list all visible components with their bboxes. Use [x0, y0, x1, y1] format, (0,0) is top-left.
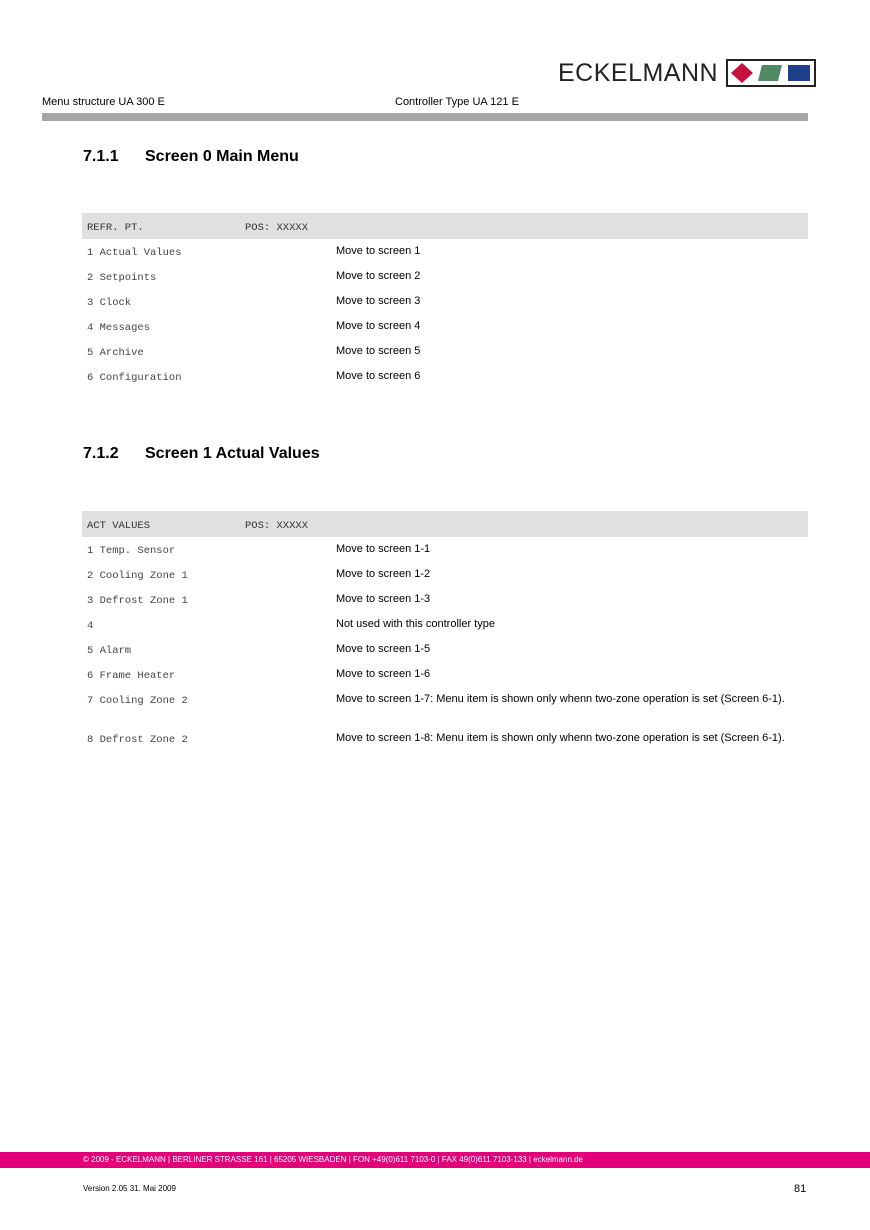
- table-row: [82, 289, 808, 314]
- menu-item-description: Move to screen 1-6: [336, 668, 431, 680]
- table-header: [82, 511, 808, 537]
- table-row: [82, 612, 808, 637]
- menu-table: [82, 511, 808, 765]
- table-header: [82, 213, 808, 239]
- menu-item-description: Move to screen 5: [336, 345, 421, 357]
- section-title: Screen 1 Actual Values: [145, 445, 320, 462]
- menu-item: 6 Configuration: [87, 372, 182, 384]
- menu-item-description: Move to screen 1: [336, 245, 421, 257]
- version-info: Version 2.05 31. Mai 2009: [83, 1184, 176, 1193]
- table-row: [82, 662, 808, 687]
- table-row: [82, 239, 808, 264]
- menu-item: 3 Clock: [87, 297, 132, 309]
- display-header-label: REFR. PT.: [87, 222, 144, 234]
- logo-squares-icon: [728, 61, 814, 85]
- menu-item: 2 Cooling Zone 1: [87, 570, 188, 582]
- table-row: [82, 587, 808, 612]
- header-document-title: Menu structure UA 300 E: [42, 96, 165, 108]
- table-row: [82, 314, 808, 339]
- menu-item-description: Move to screen 1-5: [336, 643, 431, 655]
- menu-item-description: Move to screen 1-1: [336, 543, 431, 555]
- menu-item-description: Move to screen 1-7: Menu item is shown only whenn two-zone operation is set (Screen 6-1).: [336, 693, 785, 705]
- menu-table: [82, 213, 808, 389]
- menu-item-description: Not used with this controller type: [336, 618, 495, 630]
- section-number: 7.1.2: [83, 445, 119, 462]
- company-logo: [558, 58, 816, 88]
- menu-item-description: Move to screen 3: [336, 295, 421, 307]
- section-number: 7.1.1: [83, 148, 119, 165]
- menu-item: 1 Actual Values: [87, 247, 182, 259]
- menu-item: 3 Defrost Zone 1: [87, 595, 188, 607]
- menu-item-description: Move to screen 1-2: [336, 568, 431, 580]
- table-row: [82, 687, 808, 726]
- logo-text: ECKELMANN: [558, 59, 719, 87]
- display-header-position: POS: XXXXX: [245, 222, 309, 234]
- footer-bar: [0, 1152, 870, 1168]
- table-row: [82, 562, 808, 587]
- menu-item: 7 Cooling Zone 2: [87, 695, 188, 707]
- table-row: [82, 726, 808, 765]
- table-row: [82, 339, 808, 364]
- table-row: [82, 537, 808, 562]
- menu-item: 8 Defrost Zone 2: [87, 734, 188, 746]
- menu-item-description: Move to screen 2: [336, 270, 421, 282]
- menu-item-description: Move to screen 4: [336, 320, 421, 332]
- header-divider: [42, 113, 808, 121]
- menu-item-description: Move to screen 6: [336, 370, 421, 382]
- menu-item: 4 Messages: [87, 322, 151, 334]
- display-header-position: POS: XXXXX: [245, 520, 309, 532]
- menu-item: 6 Frame Heater: [87, 670, 176, 682]
- menu-item: 5 Archive: [87, 347, 144, 359]
- section-title: Screen 0 Main Menu: [145, 148, 299, 165]
- menu-item: 1 Temp. Sensor: [87, 545, 176, 557]
- display-header-label: ACT VALUES: [87, 520, 151, 532]
- section-heading: [83, 445, 320, 463]
- menu-item: 5 Alarm: [87, 645, 132, 657]
- section-heading: [83, 148, 299, 166]
- menu-item-description: Move to screen 1-3: [336, 593, 431, 605]
- footer-contact-text: © 2009 - ECKELMANN | BERLINER STRASSE 161 | 65205 WIESBADEN | FON +49(0)611 7103-0 | FAX 49(0)611 7103-133 | eckelmann.de: [83, 1155, 584, 1164]
- table-row: [82, 637, 808, 662]
- table-row: [82, 364, 808, 389]
- table-row: [82, 264, 808, 289]
- menu-item: 2 Setpoints: [87, 272, 157, 284]
- page-number: 81: [794, 1183, 807, 1195]
- header-controller-type: Controller Type UA 121 E: [395, 96, 519, 108]
- menu-item-description: Move to screen 1-8: Menu item is shown only whenn two-zone operation is set (Screen 6-1).: [336, 732, 785, 744]
- menu-item: 4: [87, 620, 94, 632]
- logo-mark-icon: [726, 59, 816, 87]
